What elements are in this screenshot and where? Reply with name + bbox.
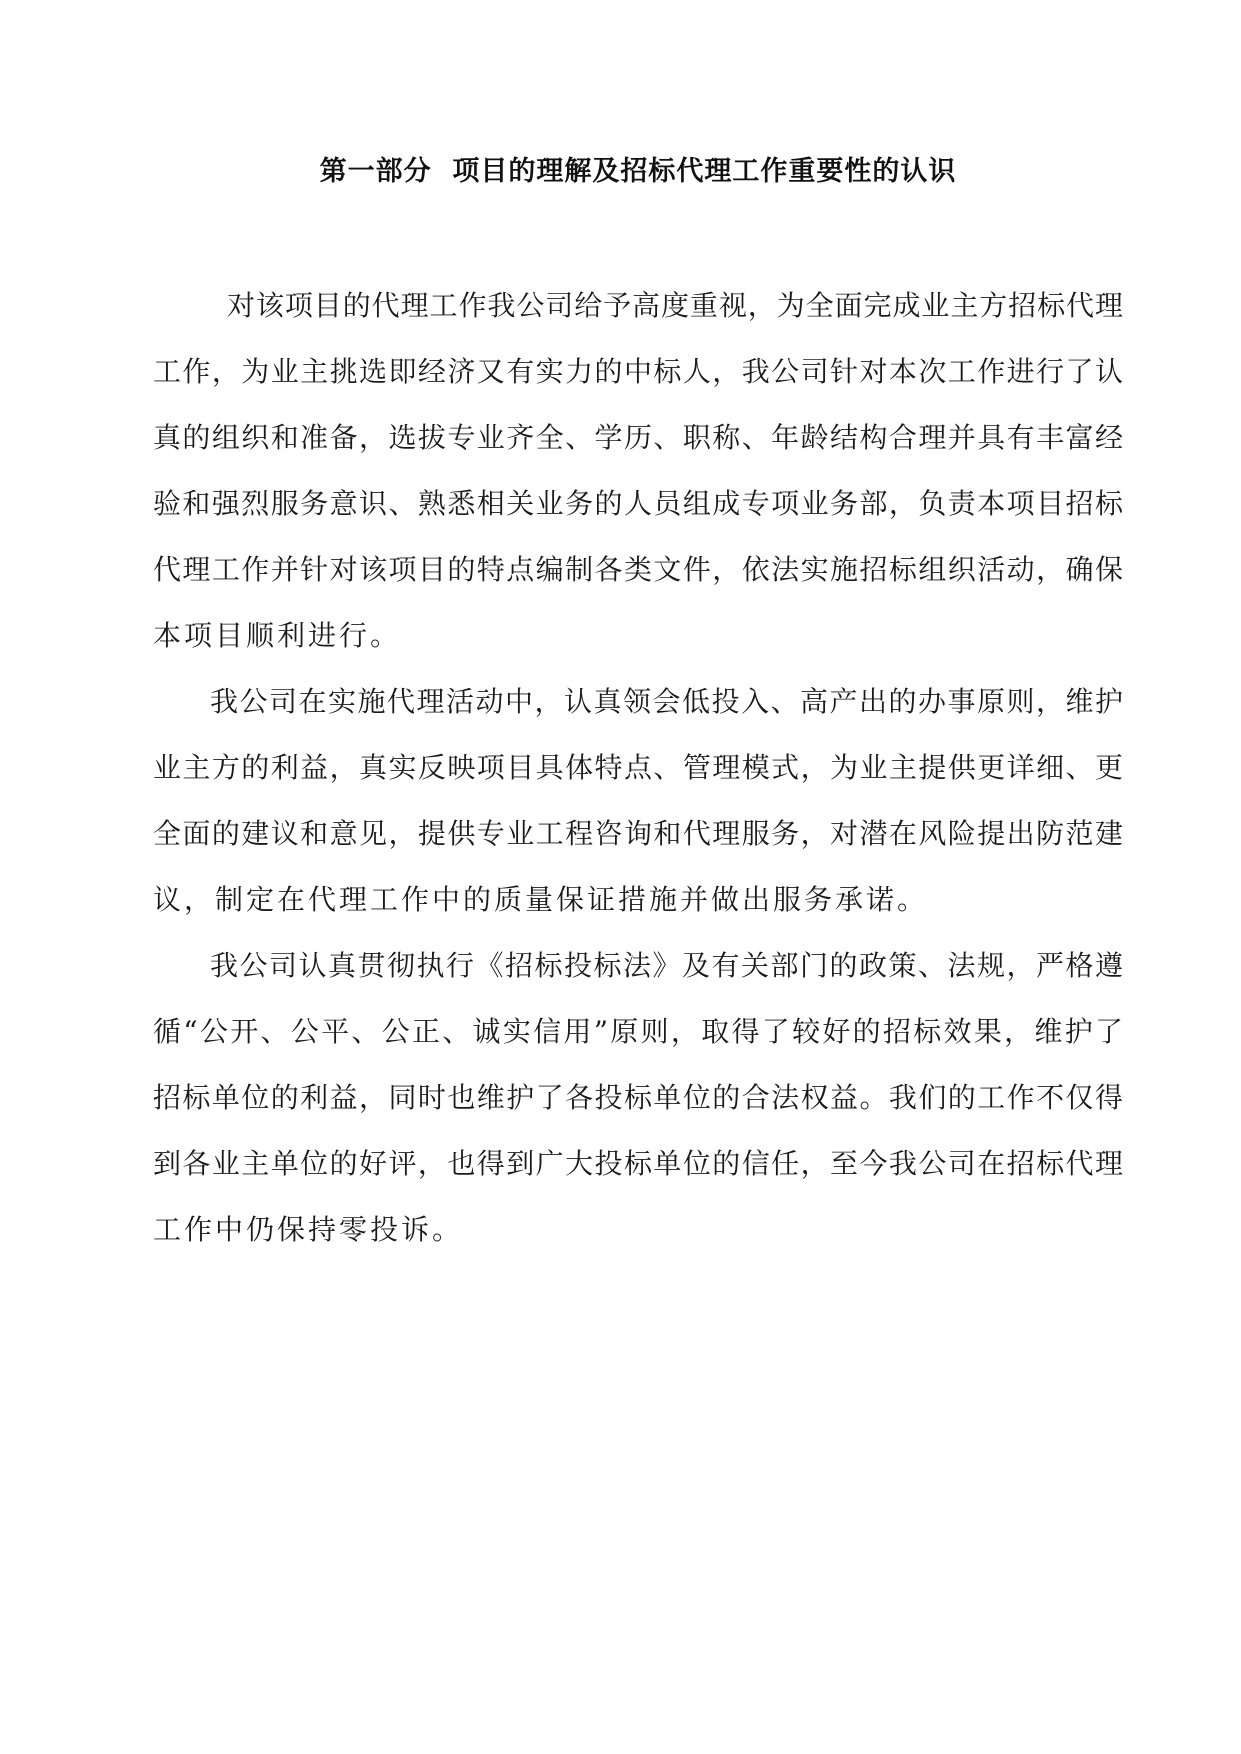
text-line: 业主方的利益，真实反映项目具体特点、管理模式，为业主提供更详细、更 — [153, 751, 1123, 784]
section-title: 第一部分 项目的理解及招标代理工作重要性的认识 — [319, 156, 957, 187]
text-line: 工作，为业主挑选即经济又有实力的中标人，我公司针对本次工作进行了认 — [153, 355, 1123, 388]
paragraph-2 — [153, 669, 1123, 933]
paragraph-3 — [153, 933, 1123, 1263]
text-line: 验和强烈服务意识、熟悉相关业务的人员组成专项业务部，负责本项目招标 — [153, 487, 1123, 520]
text-line: 代理工作并针对该项目的特点编制各类文件，依法实施招标组织活动，确保 — [153, 553, 1123, 586]
text-line: 议，制定在代理工作中的质量保证措施并做出服务承诺。 — [153, 883, 929, 916]
text-line: 工作中仍保持零投诉。 — [153, 1213, 464, 1246]
text-line: 全面的建议和意见，提供专业工程咨询和代理服务，对潜在风险提出防范建 — [153, 817, 1123, 850]
text-line: 我公司认真贯彻执行《招标投标法》及有关部门的政策、法规，严格遵 — [210, 949, 1123, 982]
text-line: 我公司在实施代理活动中，认真领会低投入、高产出的办事原则，维护 — [210, 685, 1123, 718]
text-line: 到各业主单位的好评，也得到广大投标单位的信任，至今我公司在招标代理 — [153, 1147, 1123, 1180]
text-line: 循“公开、公平、公正、诚实信用”原则，取得了较好的招标效果，维护了 — [153, 1015, 1123, 1048]
text-line: 对该项目的代理工作我公司给予高度重视，为全面完成业主方招标代理 — [227, 289, 1123, 322]
paragraph-1 — [153, 273, 1123, 669]
text-line: 招标单位的利益，同时也维护了各投标单位的合法权益。我们的工作不仅得 — [153, 1081, 1123, 1114]
text-line: 本项目顺利进行。 — [153, 619, 402, 652]
document-body — [153, 273, 1123, 1263]
text-line: 真的组织和准备，选拔专业齐全、学历、职称、年龄结构合理并具有丰富经 — [153, 421, 1123, 454]
